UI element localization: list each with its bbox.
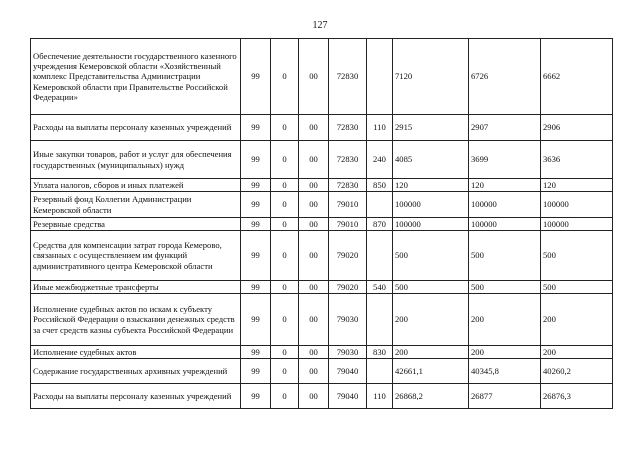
row-amount-year3: 500	[541, 231, 613, 281]
row-amount-year2: 120	[469, 179, 541, 192]
row-amount-year1: 200	[393, 294, 469, 346]
row-amount-year1: 100000	[393, 192, 469, 218]
row-amount-year1: 4085	[393, 141, 469, 179]
row-amount-year3: 200	[541, 294, 613, 346]
row-direction-code: 72830	[329, 141, 367, 179]
row-measure-code: 00	[299, 218, 329, 231]
row-expense-type: 110	[367, 115, 393, 141]
row-direction-code: 72830	[329, 115, 367, 141]
row-amount-year3: 26876,3	[541, 384, 613, 409]
row-program-code: 99	[241, 384, 271, 409]
row-name: Исполнение судебных актов	[31, 346, 241, 359]
table-row	[31, 179, 613, 192]
page-number: 127	[312, 20, 328, 31]
row-direction-code: 79030	[329, 294, 367, 346]
row-amount-year1: 100000	[393, 218, 469, 231]
row-expense-type: 110	[367, 384, 393, 409]
row-amount-year3: 100000	[541, 192, 613, 218]
table-row	[31, 346, 613, 359]
row-expense-type	[367, 39, 393, 115]
row-amount-year1: 500	[393, 231, 469, 281]
row-program-code: 99	[241, 218, 271, 231]
row-amount-year3: 200	[541, 346, 613, 359]
row-program-code: 99	[241, 179, 271, 192]
row-name: Содержание государственных архивных учреждений	[31, 359, 241, 384]
row-program-code: 99	[241, 231, 271, 281]
row-amount-year1: 500	[393, 281, 469, 294]
row-direction-code: 79020	[329, 231, 367, 281]
row-amount-year2: 100000	[469, 192, 541, 218]
row-amount-year2: 2907	[469, 115, 541, 141]
row-subprogram-code: 0	[271, 281, 299, 294]
row-name: Обеспечение деятельности государственного казенного учреждения Кемеровской области «Хозяйственный комплекс Представительства Администрации Кемеровской области при Правительстве Российской Федерации»	[31, 39, 241, 115]
row-subprogram-code: 0	[271, 346, 299, 359]
row-program-code: 99	[241, 346, 271, 359]
row-expense-type: 240	[367, 141, 393, 179]
row-amount-year3: 500	[541, 281, 613, 294]
row-program-code: 99	[241, 39, 271, 115]
table-row	[31, 141, 613, 179]
row-amount-year2: 200	[469, 346, 541, 359]
table-body	[31, 39, 613, 409]
row-direction-code: 79020	[329, 281, 367, 294]
row-amount-year3: 3636	[541, 141, 613, 179]
row-expense-type: 850	[367, 179, 393, 192]
row-amount-year3: 6662	[541, 39, 613, 115]
row-expense-type	[367, 359, 393, 384]
row-direction-code: 72830	[329, 39, 367, 115]
row-subprogram-code: 0	[271, 39, 299, 115]
row-amount-year3: 120	[541, 179, 613, 192]
row-name: Иные межбюджетные трансферты	[31, 281, 241, 294]
row-subprogram-code: 0	[271, 294, 299, 346]
row-amount-year1: 200	[393, 346, 469, 359]
row-amount-year1: 26868,2	[393, 384, 469, 409]
table-row	[31, 218, 613, 231]
row-subprogram-code: 0	[271, 192, 299, 218]
row-name: Исполнение судебных актов по искам к субъекту Российской Федерации о взыскании денежных средств за счет средств казны субъекта Российской Федерации	[31, 294, 241, 346]
row-measure-code: 00	[299, 179, 329, 192]
row-amount-year1: 42661,1	[393, 359, 469, 384]
row-amount-year1: 7120	[393, 39, 469, 115]
row-direction-code: 79040	[329, 359, 367, 384]
row-expense-type: 870	[367, 218, 393, 231]
row-amount-year2: 3699	[469, 141, 541, 179]
row-amount-year2: 6726	[469, 39, 541, 115]
row-expense-type: 540	[367, 281, 393, 294]
row-name: Расходы на выплаты персоналу казенных учреждений	[31, 384, 241, 409]
row-amount-year3: 40260,2	[541, 359, 613, 384]
row-measure-code: 00	[299, 359, 329, 384]
row-subprogram-code: 0	[271, 115, 299, 141]
row-subprogram-code: 0	[271, 384, 299, 409]
row-expense-type: 830	[367, 346, 393, 359]
row-amount-year2: 500	[469, 231, 541, 281]
row-name: Резервные средства	[31, 218, 241, 231]
row-measure-code: 00	[299, 231, 329, 281]
row-direction-code: 79040	[329, 384, 367, 409]
row-subprogram-code: 0	[271, 359, 299, 384]
row-name: Расходы на выплаты персоналу казенных учреждений	[31, 115, 241, 141]
row-name: Средства для компенсации затрат города Кемерово, связанных с осуществлением им функций административного центра Кемеровской области	[31, 231, 241, 281]
row-amount-year2: 26877	[469, 384, 541, 409]
row-amount-year3: 100000	[541, 218, 613, 231]
row-expense-type	[367, 231, 393, 281]
row-name: Резервный фонд Коллегии Администрации Кемеровской области	[31, 192, 241, 218]
row-measure-code: 00	[299, 115, 329, 141]
row-measure-code: 00	[299, 192, 329, 218]
row-program-code: 99	[241, 281, 271, 294]
row-expense-type	[367, 192, 393, 218]
row-amount-year1: 120	[393, 179, 469, 192]
table-row	[31, 384, 613, 409]
row-amount-year2: 500	[469, 281, 541, 294]
row-subprogram-code: 0	[271, 179, 299, 192]
budget-table	[30, 38, 613, 409]
row-measure-code: 00	[299, 346, 329, 359]
row-expense-type	[367, 294, 393, 346]
row-name: Иные закупки товаров, работ и услуг для обеспечения государственных (муниципальных) нужд	[31, 141, 241, 179]
row-program-code: 99	[241, 141, 271, 179]
row-amount-year1: 2915	[393, 115, 469, 141]
row-program-code: 99	[241, 115, 271, 141]
row-amount-year2: 40345,8	[469, 359, 541, 384]
table-row	[31, 39, 613, 115]
row-direction-code: 79030	[329, 346, 367, 359]
row-measure-code: 00	[299, 384, 329, 409]
table-row	[31, 359, 613, 384]
row-direction-code: 79010	[329, 218, 367, 231]
row-measure-code: 00	[299, 141, 329, 179]
row-subprogram-code: 0	[271, 218, 299, 231]
row-direction-code: 72830	[329, 179, 367, 192]
row-program-code: 99	[241, 192, 271, 218]
row-amount-year2: 200	[469, 294, 541, 346]
row-amount-year2: 100000	[469, 218, 541, 231]
row-program-code: 99	[241, 359, 271, 384]
row-name: Уплата налогов, сборов и иных платежей	[31, 179, 241, 192]
table-row	[31, 192, 613, 218]
row-measure-code: 00	[299, 39, 329, 115]
table-row	[31, 294, 613, 346]
row-amount-year3: 2906	[541, 115, 613, 141]
table-row	[31, 115, 613, 141]
row-measure-code: 00	[299, 294, 329, 346]
row-subprogram-code: 0	[271, 231, 299, 281]
table-row	[31, 231, 613, 281]
row-program-code: 99	[241, 294, 271, 346]
table-row	[31, 281, 613, 294]
row-measure-code: 00	[299, 281, 329, 294]
row-subprogram-code: 0	[271, 141, 299, 179]
row-direction-code: 79010	[329, 192, 367, 218]
